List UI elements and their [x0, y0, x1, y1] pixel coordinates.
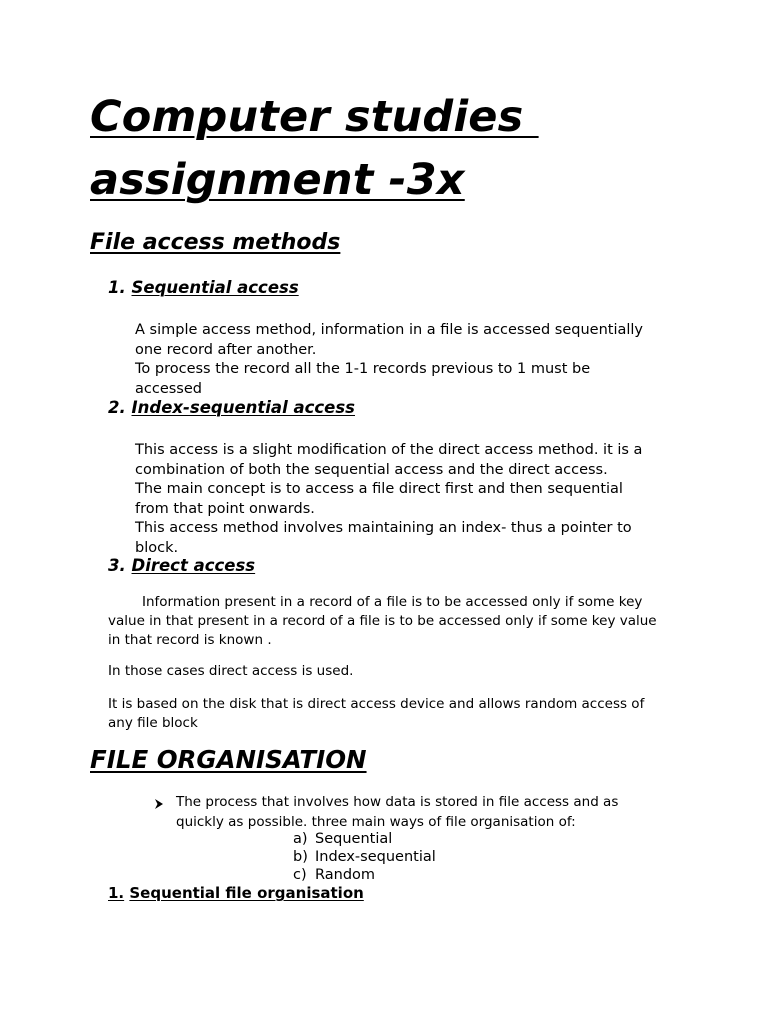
paragraph-line: any file block — [108, 715, 198, 731]
section-number: 1. — [108, 278, 126, 297]
paragraph-line: from that point onwards. — [135, 501, 315, 517]
heading-file-organisation: FILE ORGANISATION — [90, 745, 367, 774]
paragraph-line: combination of both the sequential access and the direct access. — [135, 462, 608, 478]
list-item-text: Sequential — [315, 831, 393, 847]
paragraph-line: In those cases direct access is used. — [108, 663, 354, 679]
list-item-text: Index-sequential — [315, 849, 436, 865]
heading-file-access-methods: File access methods — [90, 230, 341, 255]
paragraph-line: in that record is known . — [108, 632, 272, 648]
section-label: Sequential access — [131, 278, 299, 297]
paragraph-line: one record after another. — [135, 342, 317, 358]
paragraph-line: Information present in a record of a file is to be accessed only if some key — [142, 594, 643, 610]
paragraph-line: It is based on the disk that is direct access device and allows random access of — [108, 696, 645, 712]
paragraph-line: The main concept is to access a file direct first and then sequential — [135, 481, 623, 497]
section-label: Index-sequential access — [131, 398, 355, 417]
paragraph-line: To process the record all the 1-1 records previous to 1 must be — [135, 361, 591, 377]
section-heading-direct-access — [108, 556, 255, 575]
list-item-marker: c) — [293, 867, 307, 883]
section-number: 2. — [108, 398, 126, 417]
document-title-line2: assignment -3x — [90, 155, 465, 205]
list-item-text: Random — [315, 867, 376, 883]
section-heading-sequential-file-organisation — [108, 884, 364, 902]
list-item-marker: b) — [293, 849, 308, 865]
section-number: 3. — [108, 556, 126, 575]
section-label: Direct access — [131, 556, 256, 575]
bullet-text-line: The process that involves how data is stored in file access and as — [176, 794, 619, 810]
paragraph-line: This access is a slight modification of the direct access method. it is a — [135, 442, 643, 458]
paragraph-line: A simple access method, information in a file is accessed sequentially — [135, 322, 643, 338]
section-heading-index-sequential-access — [108, 398, 355, 417]
list-item-marker: a) — [293, 831, 308, 847]
arrow-bullet-icon — [153, 793, 165, 813]
paragraph-line: value in that present in a record of a file is to be accessed only if some key value — [108, 613, 657, 629]
paragraph-line: block. — [135, 540, 179, 556]
section-number: 1. — [108, 884, 125, 902]
section-heading-sequential-access — [108, 278, 299, 297]
section-label: Sequential file organisation — [129, 884, 364, 902]
paragraph-line: This access method involves maintaining an index- thus a pointer to — [135, 520, 632, 536]
paragraph-line: accessed — [135, 381, 202, 397]
bullet-text-line: quickly as possible. three main ways of file organisation of: — [176, 814, 576, 830]
document-title-line1: Computer studies — [90, 92, 539, 142]
